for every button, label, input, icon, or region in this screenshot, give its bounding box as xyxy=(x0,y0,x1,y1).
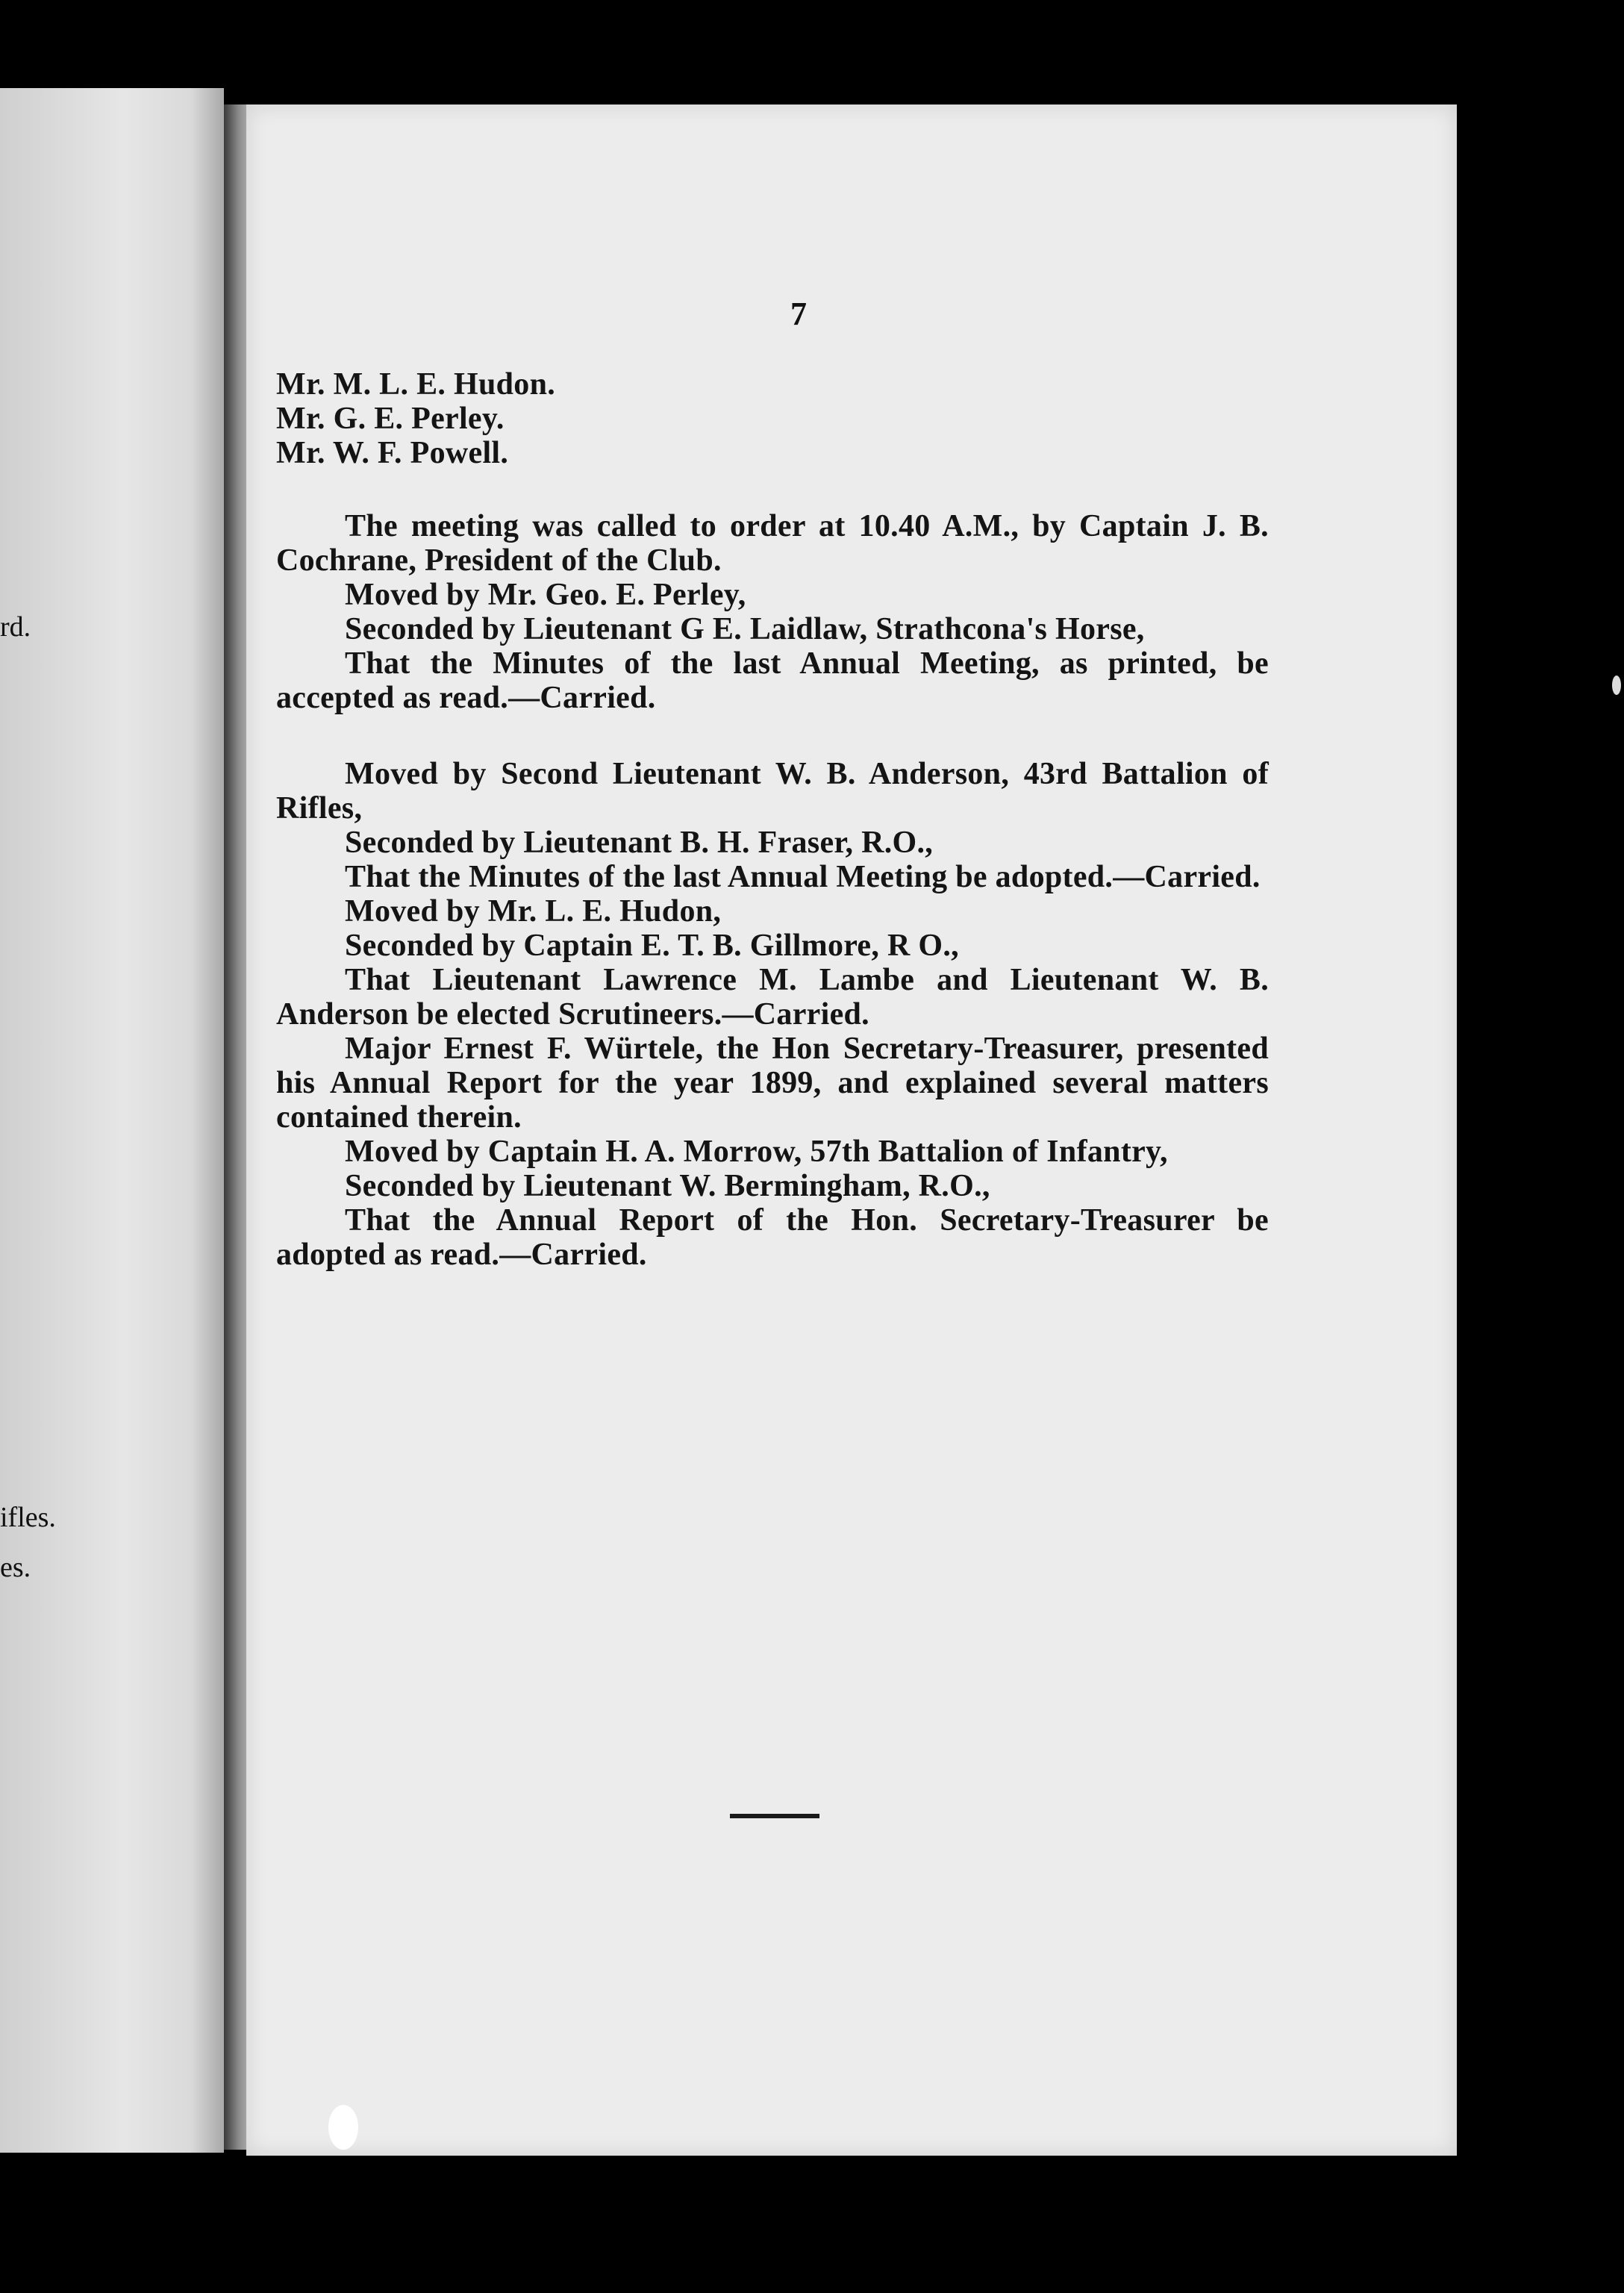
paragraph: That the Annual Report of the Hon. Secretary-Treasurer be adopted as read.—Carried. xyxy=(276,1203,1269,1272)
left-page-fragment: rd. xyxy=(0,611,31,643)
paragraph: That the Minutes of the last Annual Meeting be adopted.—Carried. xyxy=(345,860,1261,894)
previous-page-fragment xyxy=(0,88,224,2153)
paragraph: That the Minutes of the last Annual Meeting, as printed, be accepted as read.—Carried. xyxy=(276,646,1269,715)
attendee-name: Mr. M. L. E. Hudon. xyxy=(276,367,556,402)
paragraph: The meeting was called to order at 10.40 A.M., by Captain J. B. Cochrane, President of the Club. xyxy=(276,509,1269,578)
attendee-name: Mr. W. F. Powell. xyxy=(276,436,509,470)
left-page-fragment: es. xyxy=(0,1552,31,1583)
attendee-name: Mr. G. E. Perley. xyxy=(276,402,505,436)
paragraph: Moved by Second Lieutenant W. B. Anderson, 43rd Battalion of Rifles, xyxy=(276,757,1269,826)
scan-artifact xyxy=(328,2105,358,2150)
page-number: 7 xyxy=(790,296,807,332)
paragraph: That Lieutenant Lawrence M. Lambe and Lieutenant W. B. Anderson be elected Scrutineers.—Carried. xyxy=(276,963,1269,1032)
paragraph: Seconded by Lieutenant B. H. Fraser, R.O., xyxy=(345,826,934,860)
paragraph: Moved by Captain H. A. Morrow, 57th Battalion of Infantry, xyxy=(345,1135,1168,1169)
left-page-fragment: ifles. xyxy=(0,1502,56,1533)
paragraph: Seconded by Lieutenant W. Bermingham, R.O., xyxy=(345,1169,990,1203)
scan-artifact xyxy=(1612,676,1621,695)
paragraph: Seconded by Captain E. T. B. Gillmore, R O., xyxy=(345,929,959,963)
page-body xyxy=(276,367,1269,1272)
paragraph: Major Ernest F. Würtele, the Hon Secretary-Treasurer, presented his Annual Report for the year 1899, and explained several matters contained therein. xyxy=(276,1032,1269,1135)
paragraph: Moved by Mr. L. E. Hudon, xyxy=(345,894,722,929)
paragraph: Seconded by Lieutenant G E. Laidlaw, Strathcona's Horse, xyxy=(345,612,1145,646)
section-divider xyxy=(730,1814,819,1818)
book-page xyxy=(246,104,1457,2156)
paragraph: Moved by Mr. Geo. E. Perley, xyxy=(345,578,746,612)
